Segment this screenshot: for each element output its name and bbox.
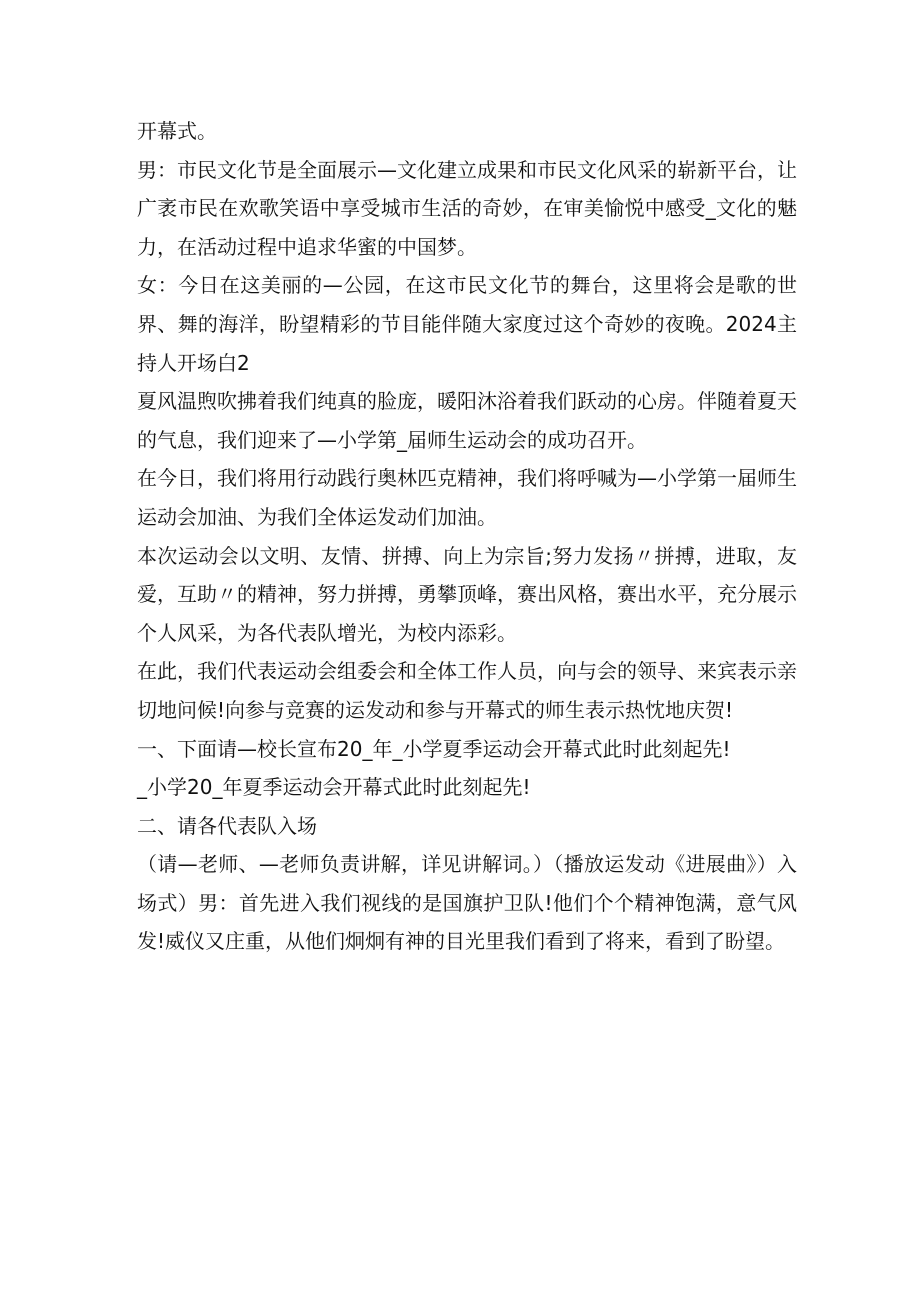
paragraph-opening-begins: _小学20_年夏季运动会开幕式此时此刻起先! xyxy=(137,775,531,800)
paragraph-male-host-culture-festival: 男：市民文化节是全面展示—文化建立成果和市民文化风采的崭新平台，让广袤市民在欢歌笑语中享受城市生活的奇妙，在审美愉悦中感受_文化的魅力，在活动过程中追求华蜜的中国梦。 xyxy=(137,157,797,259)
paragraph-olympic-spirit: 在今日，我们将用行动践行奥林匹克精神，我们将呼喊为—小学第一届师生运动会加油、为我们全体运发动们加油。 xyxy=(137,466,797,529)
document-body xyxy=(137,112,797,961)
paragraph-flag-guard-entrance: （请—老师、—老师负责讲解，详见讲解词。）（播放运发动《进展曲》）入场式）男：首先进入我们视线的是国旗护卫队!他们个个精神饱满，意气风发!威仪又庄重，从他们炯炯有神的目光里我们看到了将来，看到了盼望。 xyxy=(137,852,797,954)
paragraph-section-two-entrance: 二、请各代表队入场 xyxy=(137,813,317,838)
paragraph-opening-ceremony: 开幕式。 xyxy=(137,119,217,143)
paragraph-section-one-announcement: 一、下面请—校长宣布20_年_小学夏季运动会开幕式此时此刻起先! xyxy=(137,736,731,761)
paragraph-summer-breeze: 夏风温煦吹拂着我们纯真的脸庞，暖阳沐浴着我们跃动的心房。伴随着夏天的气息，我们迎来了—小学第_届师生运动会的成功召开。 xyxy=(137,389,797,452)
paragraph-sports-meet-purpose: 本次运动会以文明、友情、拼搏、向上为宗旨;努力发扬〃拼搏，进取，友爱，互助〃的精神，努力拼搏，勇攀顶峰，赛出风格，赛出水平，充分展示个人风采，为各代表队增光，为校内添彩。 xyxy=(137,543,797,645)
paragraph-female-host-park: 女：今日在这美丽的—公园，在这市民文化节的舞台，这里将会是歌的世界、舞的海洋，盼望精彩的节目能伴随大家度过这个奇妙的夜晚。2024主持人开场白2 xyxy=(137,273,797,375)
paragraph-greetings: 在此，我们代表运动会组委会和全体工作人员，向与会的领导、来宾表示亲切地问候!向参与竞赛的运发动和参与开幕式的师生表示热忱地庆贺! xyxy=(137,659,797,722)
